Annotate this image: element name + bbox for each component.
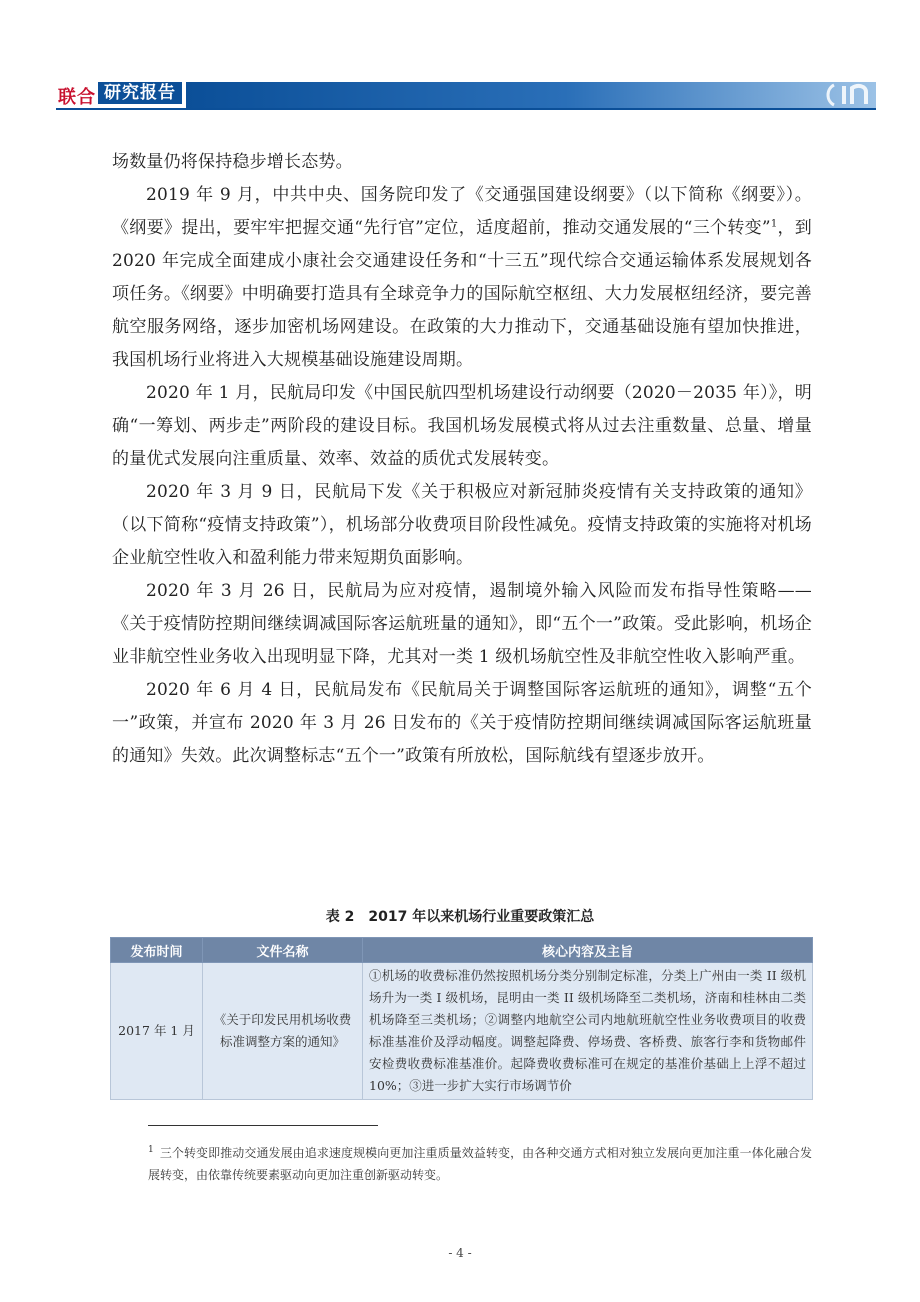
brand-name-report: 研究报告	[98, 82, 182, 104]
paragraph-6: 2020 年 6 月 4 日，民航局发布《民航局关于调整国际客运航班的通知》，调整“五个一”政策，并宣布 2020 年 3 月 26 日发布的《关于疫情防控期间继续调减国际客运航班量的通知》失效。此次调整标志“五个一”政策有所放松，国际航线有望逐步放开。	[112, 680, 812, 766]
table-row	[111, 963, 813, 1100]
header-divider	[56, 108, 876, 110]
paragraph-3: 2020 年 1 月，民航局印发《中国民航四型机场建设行动纲要（2020－2035 年）》，明确“一筹划、两步走”两阶段的建设目标。我国机场发展模式将从过去注重数量、总量、增量的量优式发展向注重质量、效率、效益的质优式发展转变。	[112, 383, 812, 469]
footnote-divider	[148, 1125, 378, 1126]
paragraph-1: 场数量仍将保持稳步增长态势。	[112, 152, 353, 172]
footnote-mark: 1	[148, 1145, 154, 1155]
column-header-date: 发布时间	[111, 938, 203, 963]
footnote-reference: 1	[770, 218, 778, 230]
paragraph-5: 2020 年 3 月 26 日，民航局为应对疫情，遏制境外输入风险而发布指导性策略——《关于疫情防控期间继续调减国际客运航班量的通知》，即“五个一”政策。受此影响，机场企业非航空性业务收入出现明显下降，尤其对一类 1 级机场航空性及非航空性收入影响严重。	[112, 581, 812, 667]
lianhe-logo-icon	[822, 83, 874, 107]
cell-name: 《关于印发民用机场收费标准调整方案的通知》	[203, 963, 363, 1100]
column-header-core: 核心内容及主旨	[363, 938, 813, 963]
cell-core: ①机场的收费标准仍然按照机场分类分别制定标准，分类上广州由一类 II 级机场升为一类 I 级机场，昆明由一类 II 级机场降至二类机场，济南和桂林由二类机场降至三类机场；②调整内地航空公司内地航班航空性业务收费项目的收费标准基准价及浮动幅度。调整起降费、停场费、客桥费、旅客行李和货物邮件安检费收费标准基准价。起降费收费标准可在规定的基准价基础上上浮不超过 10%；③进一步扩大实行市场调节价	[363, 963, 813, 1100]
column-header-name: 文件名称	[203, 938, 363, 963]
cell-date: 2017 年 1 月	[111, 963, 203, 1100]
report-header	[0, 80, 920, 110]
footnote	[148, 1142, 812, 1186]
table-caption: 表 2 2017 年以来机场行业重要政策汇总	[325, 909, 595, 925]
brand-name-lianhe: 联合	[58, 87, 96, 108]
paragraph-2	[112, 179, 812, 377]
footnote-text: 三个转变即推动交通发展由追求速度规模向更加注重质量效益转变，由各种交通方式相对独立发展向更加注重一体化融合发展转变，由依靠传统要素驱动向更加注重创新驱动转变。	[148, 1146, 812, 1182]
page-number: - 4 -	[448, 1246, 472, 1260]
paragraph-4: 2020 年 3 月 9 日，民航局下发《关于积极应对新冠肺炎疫情有关支持政策的通知》（以下简称“疫情支持政策”），机场部分收费项目阶段性减免。疫情支持政策的实施将对机场企业航空性收入和盈利能力带来短期负面影响。	[112, 482, 812, 568]
paragraph-2-text-a: 2019 年 9 月，中共中央、国务院印发了《交通强国建设纲要》（以下简称《纲要》）。《纲要》提出，要牢牢把握交通“先行官”定位，适度超前，推动交通发展的“三个转变”	[112, 185, 812, 238]
table-header-row	[111, 938, 813, 963]
policy-table	[110, 937, 813, 1100]
paragraph-2-text-b: ，到 2020 年完成全面建成小康社会交通建设任务和“十三五”现代综合交通运输体系发展规划各项任务。《纲要》中明确要打造具有全球竞争力的国际航空枢纽、大力发展枢纽经济，要完善航空服务网络，逐步加密机场网建设。在政策的大力推动下，交通基础设施有望加快推进，我国机场行业将进入大规模基础设施建设周期。	[112, 218, 812, 370]
header-gradient-bar	[186, 82, 876, 108]
report-body	[112, 146, 812, 773]
